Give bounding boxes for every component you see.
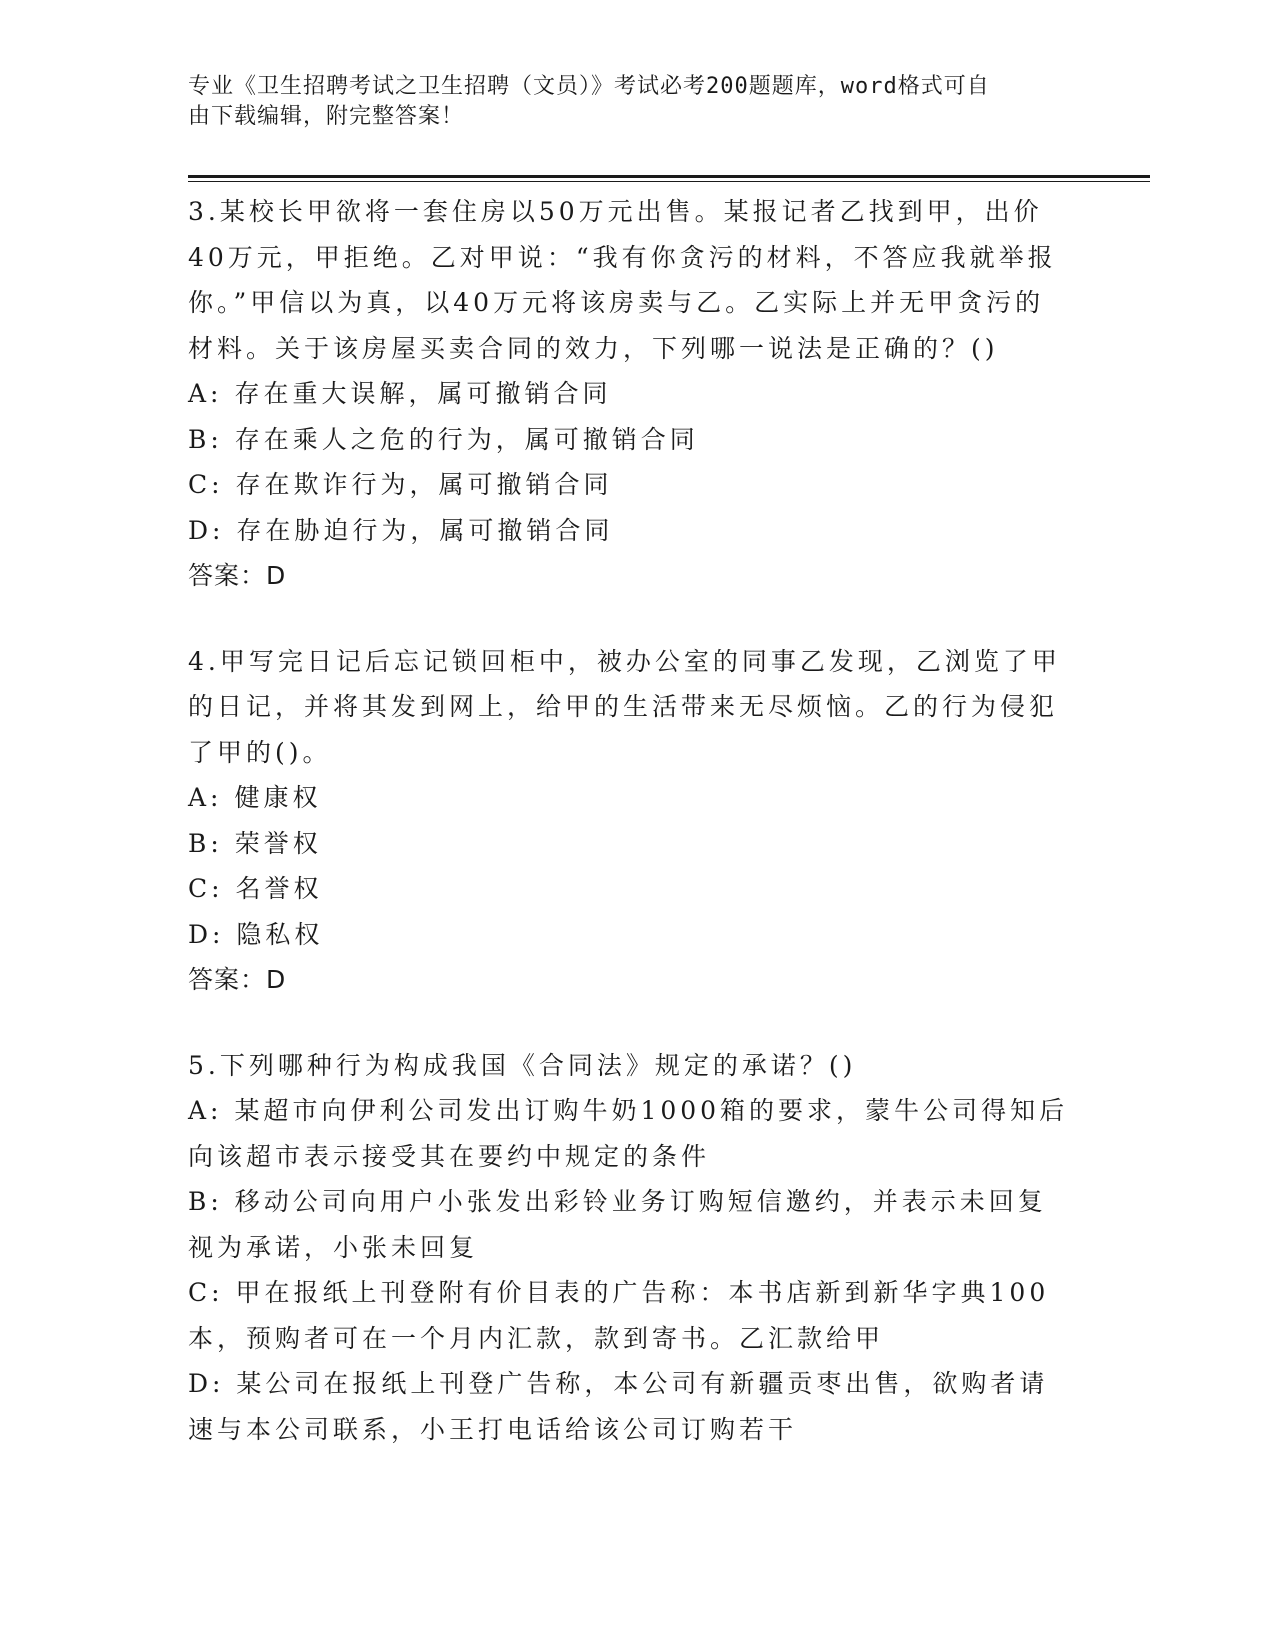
question-number: 4. [188,646,220,676]
question-number: 5. [188,1050,220,1080]
option-text: 名誉权 [235,874,323,903]
document-header [188,72,1068,132]
header-divider-thin [188,181,1150,182]
option-d [188,912,1073,958]
option-text: 某超市向伊利公司发出订购牛奶1000箱的要求，蒙牛公司得知后向该超市表示接受其在要约中规定的条件 [188,1096,1069,1171]
option-text: 存在胁迫行为，属可撤销合同 [236,515,614,545]
question-text [188,639,1073,776]
answer-line: 答案：D [188,561,287,590]
question-item [188,1043,1088,1453]
option-letter: B: [188,424,223,454]
question-text [188,189,1073,371]
option-b [188,821,1073,867]
option-text: 荣誉权 [234,828,322,858]
option-b [188,1179,1073,1270]
option-letter: A: [188,379,223,408]
question-body: 某校长甲欲将一套住房以50万元出售。某报记者乙找到甲，出价40万元，甲拒绝。乙对甲说：“我有你贪污的材料，不答应我就举报你。”甲信以为真，以40万元将该房卖与乙。乙实际上并无甲贪污的材料。关于该房屋买卖合同的效力，下列哪一说法是正确的？() [188,197,1057,363]
option-a [188,371,1073,417]
option-text: 某公司在报纸上刊登广告称，本公司有新疆贡枣出售，欲购者请速与本公司联系，小王打电话给该公司订购若干 [188,1369,1049,1444]
question-item [188,189,1088,599]
option-letter: A: [188,783,223,812]
option-a [188,1088,1073,1179]
option-letter: D: [188,1369,225,1398]
option-text: 甲在报纸上刊登附有价目表的广告称：本书店新到新华字典100本，预购者可在一个月内汇款，款到寄书。乙汇款给甲 [188,1278,1050,1353]
option-c [188,462,1073,508]
question-number: 3. [188,197,220,226]
option-text: 隐私权 [236,919,324,949]
option-letter: C: [188,470,224,499]
header-divider-thick [188,175,1150,178]
question-text [188,1043,1073,1089]
option-c [188,866,1073,912]
question-body: 下列哪种行为构成我国《合同法》规定的承诺？() [219,1050,857,1080]
question-item [188,639,1088,1003]
option-text: 移动公司向用户小张发出彩铃业务订购短信邀约，并表示未回复视为承诺，小张未回复 [188,1187,1047,1262]
option-a [188,775,1073,821]
option-text: 存在重大误解，属可撤销合同 [234,379,612,408]
option-letter: B: [188,828,223,858]
option-text: 健康权 [234,783,322,812]
option-letter: C: [188,1278,224,1307]
option-text: 存在乘人之危的行为，属可撤销合同 [234,424,699,454]
option-b [188,417,1073,463]
header-line-2: 由下载编辑，附完整答案！ [188,104,465,129]
option-letter: B: [188,1187,223,1216]
option-d [188,508,1073,554]
option-text: 存在欺诈行为，属可撤销合同 [235,470,613,499]
option-letter: D: [188,919,225,949]
option-letter: A: [188,1096,223,1125]
answer-line: 答案：D [188,965,287,994]
header-line-1: 专业《卫生招聘考试之卫生招聘（文员）》考试必考200题题库，word格式可自 [188,74,990,99]
option-d [188,1361,1073,1452]
option-c [188,1270,1073,1361]
question-body: 甲写完日记后忘记锁回柜中，被办公室的同事乙发现，乙浏览了甲的日记，并将其发到网上，给甲的生活带来无尽烦恼。乙的行为侵犯了甲的()。 [188,646,1061,767]
option-letter: C: [188,874,224,903]
option-letter: D: [188,515,225,545]
question-list [188,189,1088,1492]
